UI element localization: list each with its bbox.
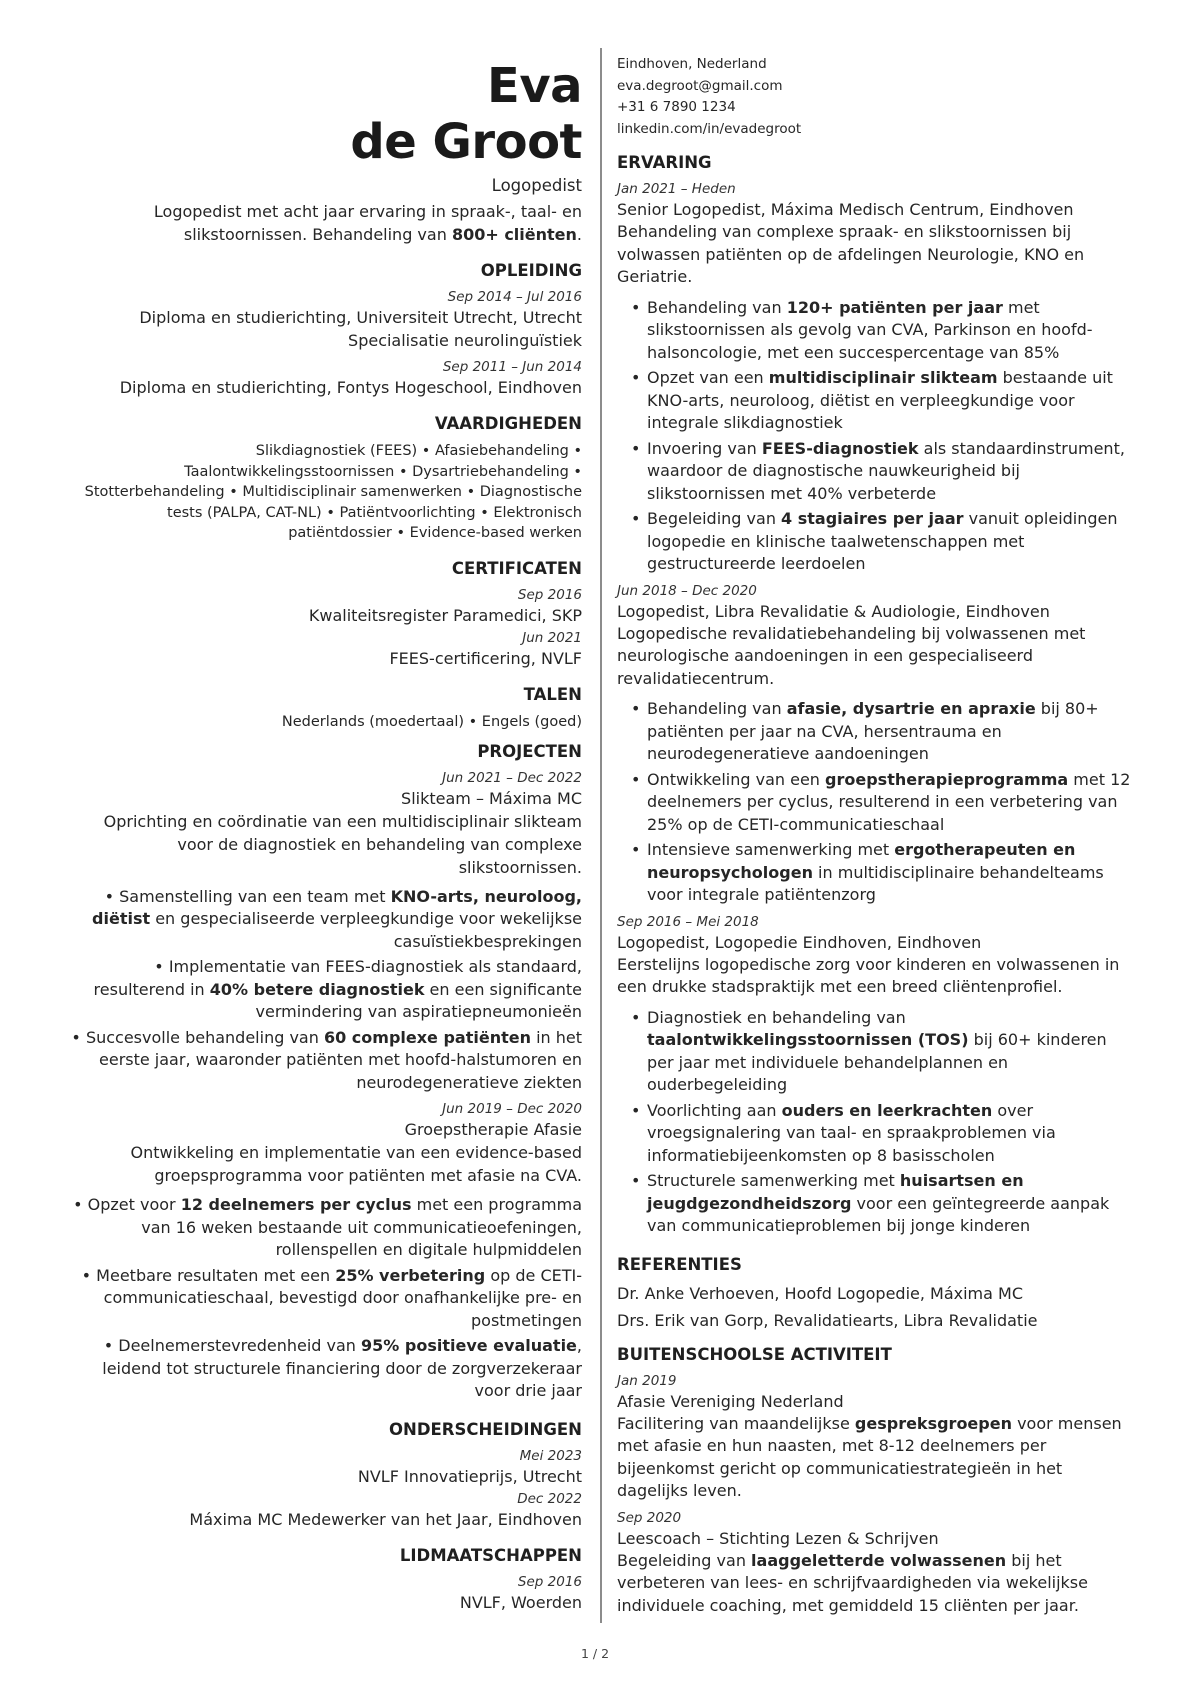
certificate-name: Kwaliteitsregister Paramedici, SKP — [308, 605, 582, 625]
award-date: Mei 2023 — [519, 1447, 582, 1464]
contact-phone[interactable]: +31 6 7890 1234 — [617, 99, 736, 115]
education-degree: Diploma en studierichting, Universiteit Utrecht, Utrecht — [139, 308, 582, 327]
membership-name: NVLF, Woerden — [459, 1592, 582, 1612]
experience-role: Logopedist, Logopedie Eindhoven, Eindhoven — [617, 932, 982, 952]
reference-item: Drs. Erik van Gorp, Revalidatiearts, Libra Revalidatie — [617, 1310, 1038, 1330]
project-title: Groepstherapie Afasie — [404, 1120, 582, 1139]
education-degree: Diploma en studierichting, Fontys Hogeschool, Eindhoven — [119, 378, 582, 397]
experience-bullet: • Ontwikkeling van een groepstherapieprogramma met 12 deelnemers per cyclus, resulterend in een verbetering van 25% op de CETI-communicatieschaal — [631, 769, 1135, 837]
education-specialisation: Specialisatie neurolinguïstiek — [348, 331, 582, 350]
project-bullet: • Deelnemerstevredenheid van 95% positieve evaluatie, leidend tot structurele financiering door de zorgverzekeraar voor drie jaar — [102, 1336, 582, 1400]
experience-date: Jun 2018 – Dec 2020 — [617, 582, 757, 599]
contact-email[interactable]: eva.degroot@gmail.com — [617, 77, 783, 94]
extracurricular-item — [617, 1509, 1135, 1618]
experience-bullet: • Opzet van een multidisciplinair slikteam bestaande uit KNO-arts, neuroloog, diëtist en verpleegkundige voor integrale slikdiagnostiek — [631, 367, 1135, 435]
extracurricular-description: Begeleiding van laaggeletterde volwassenen bij het verbeteren van lees- en schrijfvaardigheden via wekelijkse individuele coaching, met gemiddeld 15 cliënten per jaar. — [617, 1550, 1088, 1615]
experience-bullet: • Begeleiding van 4 stagiaires per jaar vanuit opleidingen logopedie en klinische taalwetenschappen met gestructureerde leerdoelen — [631, 508, 1135, 576]
memberships-heading: LIDMAATSCHAPPEN — [399, 1545, 582, 1565]
contact-linkedin[interactable]: linkedin.com/in/evadegroot — [617, 120, 802, 137]
experience-role: Senior Logopedist, Máxima Medisch Centrum, Eindhoven — [617, 200, 1074, 219]
award-name: NVLF Innovatieprijs, Utrecht — [357, 1466, 582, 1486]
certificates-heading: CERTIFICATEN — [451, 558, 582, 578]
award-name: Máxima MC Medewerker van het Jaar, Eindhoven — [189, 1509, 582, 1529]
job-title: Logopedist — [491, 176, 582, 195]
project-bullet: • Samenstelling van een team met KNO-arts, neuroloog, diëtist en gespecialiseerde verpleegkundige voor wekelijkse casuïstiekbesprekingen — [92, 886, 582, 951]
education-heading: OPLEIDING — [480, 261, 582, 280]
project-title: Slikteam – Máxima MC — [401, 788, 582, 808]
experience-bullet: • Behandeling van afasie, dysartrie en apraxie bij 80+ patiënten per jaar na CVA, hersentrauma en neurodegeneratieve aandoeningen — [631, 698, 1135, 766]
project-bullet: • Opzet voor 12 deelnemers per cyclus met een programma van 16 weken bestaande uit communicatieoefeningen, rollenspellen en digitale hulpmiddelen — [73, 1195, 582, 1259]
project-description: Oprichting en coördinatie van een multidisciplinair slikteam voor de diagnostiek en behandeling van complexe slikstoornissen. — [103, 811, 582, 877]
projects-heading: PROJECTEN — [477, 741, 582, 761]
project-bullet: • Implementatie van FEES-diagnostiek als standaard, resulterend in 40% betere diagnostiek en een significante vermindering van aspiratiepneumonieën — [93, 957, 582, 1021]
page-number: 1 / 2 — [580, 1646, 610, 1661]
experience-bullet: • Invoering van FEES-diagnostiek als standaardinstrument, waardoor de diagnostische nauwkeurigheid bij slikstoornissen met 40% verbeterde — [631, 438, 1135, 506]
project-date: Jun 2021 – Dec 2022 — [442, 769, 582, 786]
extracurricular-heading: BUITENSCHOOLSE ACTIVITEIT — [617, 1344, 892, 1364]
languages-heading: TALEN — [523, 684, 582, 704]
project-item — [64, 1100, 582, 1403]
experience-item — [617, 180, 1135, 576]
education-date: Sep 2011 – Jun 2014 — [442, 359, 582, 375]
project-bullet: • Meetbare resultaten met een 25% verbetering op de CETI-communicatieschaal, bevestigd door onafhankelijke pre- en postmetingen — [81, 1265, 582, 1330]
awards-heading: ONDERSCHEIDINGEN — [389, 1419, 582, 1439]
last-name: de Groot — [350, 114, 582, 170]
experience-description: Behandeling van complexe spraak- en slikstoornissen bij volwassen patiënten op de afdelingen Neurologie, KNO en Geriatrie. — [617, 222, 1085, 286]
project-bullet: • Succesvolle behandeling van 60 complexe patiënten in het eerste jaar, waaronder patiënten met hoofd-halstumoren en neurodegeneratieve ziekten — [71, 1027, 582, 1092]
experience-description: Logopedische revalidatiebehandeling bij volwassenen met neurologische aandoeningen in een gespecialiseerd revalidatiecentrum. — [617, 623, 1086, 688]
experience-bullet: • Behandeling van 120+ patiënten per jaar met slikstoornissen als gevolg van CVA, Parkinson en hoofd-halsoncologie, met een succespercentage van 85% — [631, 297, 1135, 365]
extracurricular-title: Afasie Vereniging Nederland — [617, 1391, 844, 1411]
project-date: Jun 2019 – Dec 2020 — [442, 1101, 582, 1117]
references-heading: REFERENTIES — [617, 1254, 742, 1274]
project-description: Ontwikkeling en implementatie van een evidence-based groepsprogramma voor patiënten met afasie na CVA. — [130, 1143, 582, 1185]
certificate-name: FEES-certificering, NVLF — [389, 648, 582, 668]
experience-bullets — [617, 297, 1135, 576]
education-date: Sep 2014 – Jul 2016 — [447, 289, 582, 305]
experience-bullet: • Voorlichting aan ouders en leerkrachten over vroegsignalering van taal- en spraakproblemen via informatiebijeenkomsten op 8 basisscholen — [631, 1100, 1135, 1168]
left-column — [64, 58, 582, 1614]
reference-item: Dr. Anke Verhoeven, Hoofd Logopedie, Máxima MC — [617, 1283, 1023, 1303]
certificate-date: Sep 2016 — [517, 586, 582, 603]
contact-location: Eindhoven, Nederland — [617, 56, 767, 72]
extracurricular-description: Facilitering van maandelijkse gespreksgroepen voor mensen met afasie en hun naasten, met 8-12 deelnemers per bijeenkomst gericht op communicatiestrategieën in het dagelijks leven. — [617, 1413, 1122, 1500]
first-name: Eva — [487, 58, 582, 114]
experience-role: Logopedist, Libra Revalidatie & Audiologie, Eindhoven — [617, 601, 1050, 621]
experience-item — [617, 582, 1135, 907]
membership-date: Sep 2016 — [517, 1573, 582, 1590]
experience-bullet: • Intensieve samenwerking met ergotherapeuten en neuropsychologen in multidisciplinaire behandelteams voor integrale patiëntenzorg — [631, 839, 1135, 907]
extracurricular-date: Sep 2020 — [617, 1509, 682, 1526]
education-item — [64, 288, 582, 352]
extracurricular-title: Leescoach – Stichting Lezen & Schrijven — [617, 1528, 939, 1548]
certificate-date: Jun 2021 — [522, 629, 582, 646]
skills-list: Slikdiagnostiek (FEES) • Afasiebehandeling • Taalontwikkelingsstoornissen • Dysartriebehandeling • Stotterbehandeling • Multidisciplinair samenwerken • Diagnostische tests (PALPA, CAT-NL) • Patiëntvoorlichting • Elektronisch patiëntdossier • Evidence-based werken — [84, 443, 582, 541]
profile-summary: Logopedist met acht jaar ervaring in spraak-, taal- en slikstoornissen. Behandeling van 800+ cliënten. — [153, 202, 582, 244]
award-date: Dec 2022 — [517, 1490, 582, 1507]
experience-heading: ERVARING — [617, 153, 712, 172]
languages-list: Nederlands (moedertaal) • Engels (goed) — [281, 713, 582, 730]
right-column — [617, 54, 1135, 1617]
experience-bullets — [617, 1007, 1135, 1238]
experience-date: Jan 2021 – Heden — [617, 181, 736, 197]
skills-heading: VAARDIGHEDEN — [434, 414, 582, 433]
project-item — [64, 769, 582, 1095]
experience-bullet: • Diagnostiek en behandeling van taalontwikkelingsstoornissen (TOS) bij 60+ kinderen per jaar met individuele behandelplannen en ouderbegeleiding — [631, 1007, 1135, 1097]
experience-date: Sep 2016 – Mei 2018 — [617, 913, 759, 930]
experience-description: Eerstelijns logopedische zorg voor kinderen en volwassenen in een drukke stadspraktijk met een breed cliëntenprofiel. — [617, 954, 1120, 996]
extracurricular-date: Jan 2019 — [617, 1372, 677, 1389]
experience-bullet: • Structurele samenwerking met huisartsen en jeugdgezondheidszorg voor een geïntegreerde aanpak van communicatieproblemen bij jonge kinderen — [631, 1170, 1135, 1238]
experience-item — [617, 913, 1135, 1238]
education-item — [64, 358, 582, 399]
experience-bullets — [617, 698, 1135, 907]
extracurricular-item — [617, 1372, 1135, 1503]
column-divider — [600, 48, 602, 1623]
